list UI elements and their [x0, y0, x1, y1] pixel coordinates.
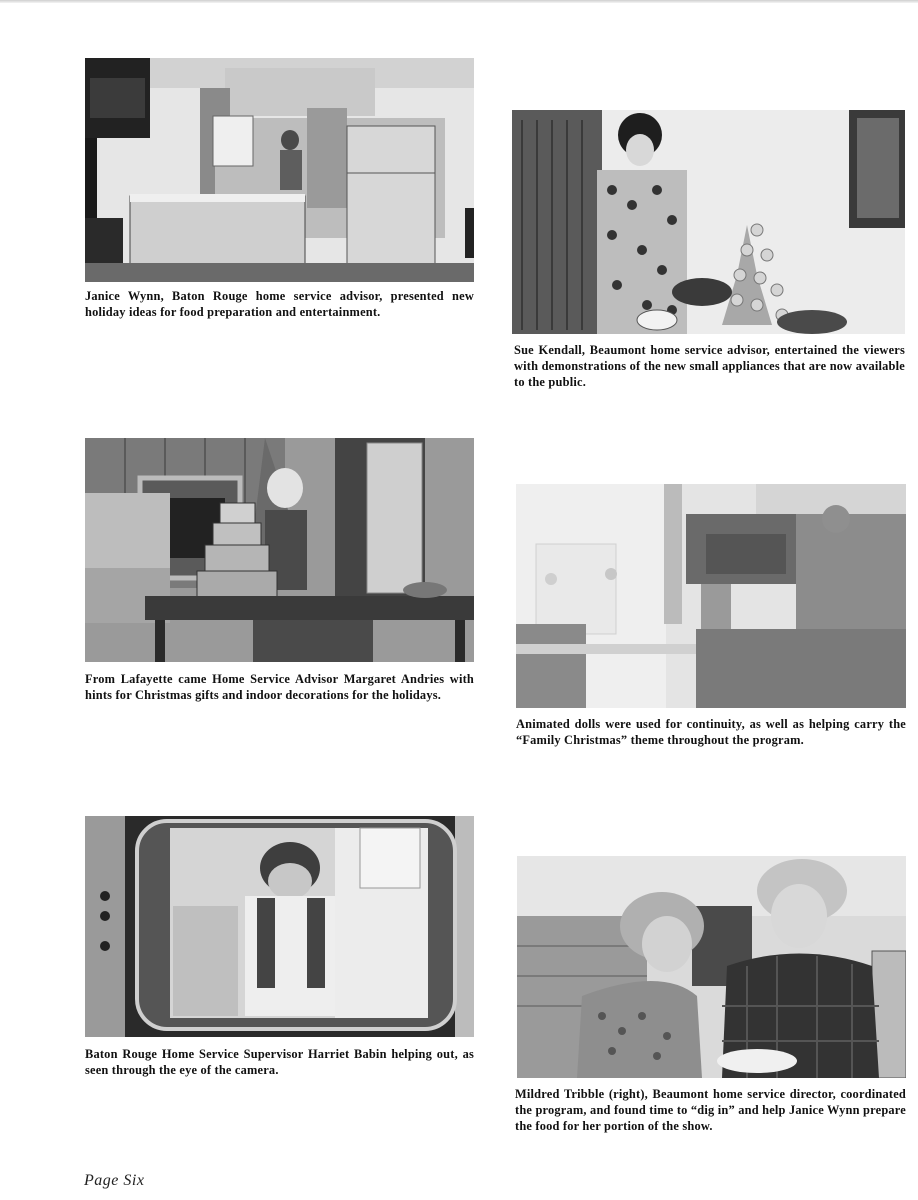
caption-margaret-andries: From Lafayette came Home Service Advisor Margaret Andries with hints for Christmas gifts and indoor decorations for the holidays. [85, 672, 474, 702]
photo-margaret-andries [85, 438, 474, 662]
photo-animated-dolls [516, 484, 906, 708]
caption-sue-kendall: Sue Kendall, Beaumont home service advisor, entertained the viewers with demonstrations of the new small appliances that are now available to the public. [514, 343, 905, 389]
photo-sue-kendall [512, 110, 905, 334]
page-number-label: Page Six [84, 1172, 145, 1189]
page-top-rule [0, 0, 918, 3]
photo-kitchen-set [85, 58, 474, 282]
caption-animated-dolls: Animated dolls were used for continuity, as well as helping carry the “Family Christmas” theme throughout the program. [516, 717, 906, 747]
caption-mildred-tribble: Mildred Tribble (right), Beaumont home service director, coordinated the program, and found time to “dig in” and help Janice Wynn prepare the food for her portion of the show. [515, 1087, 906, 1133]
caption-harriet-babin: Baton Rouge Home Service Supervisor Harriet Babin helping out, as seen through the eye of the camera. [85, 1047, 474, 1077]
photo-harriet-babin [85, 816, 474, 1037]
photo-mildred-tribble [517, 856, 906, 1078]
caption-janice-wynn: Janice Wynn, Baton Rouge home service advisor, presented new holiday ideas for food preparation and entertainment. [85, 289, 474, 319]
